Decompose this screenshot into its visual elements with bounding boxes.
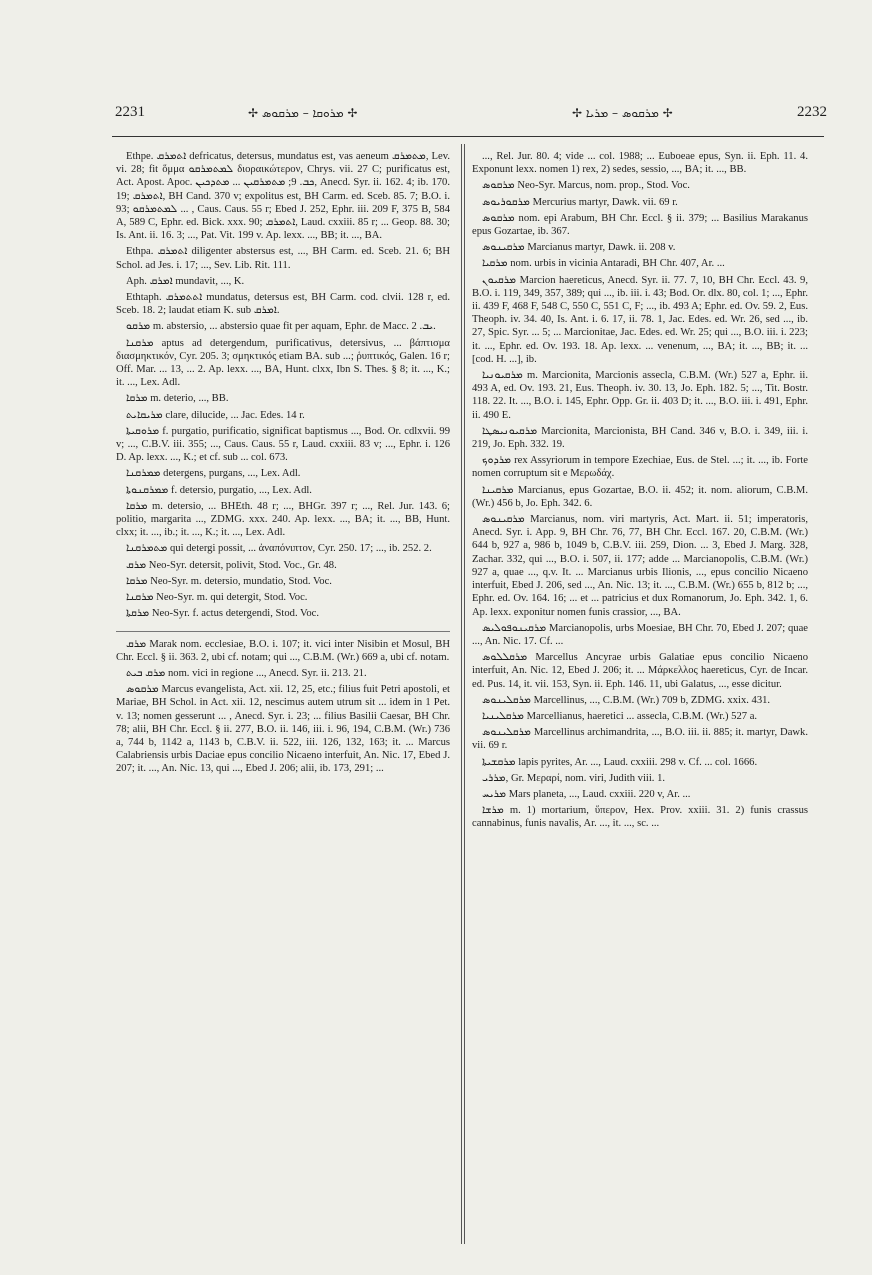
column-divider	[461, 144, 465, 1244]
dictionary-entry: Aph. ܐܡܪܩ mundavit, ..., K.	[126, 275, 245, 287]
dictionary-entry: ܡܪܩܠܝܢܘܣ Marcellinus archimandrita, ..., B.O. iii. ii. 885; it. martyr, Dawk. vii. 69 r.	[472, 727, 808, 752]
dictionary-entry: Ethtaph. ܐܬܬܡܪܩ mundatus, detersus est, BH Carm. cod. clvii. 128 r, ed. Sceb. 18. 2; laudat etiam K. sub ܐܡܪܩ.	[116, 292, 450, 317]
dictionary-entry: ܡܪܩܢܐ aptus ad detergendum, purificativus, detersivus, ... βάπτισμα διασμηκτικόν, Cyr. 205. 3; σμηκτικός etiam BA. sub ...; ῥυπτικός, Galen. 16 r; Off. Mar. ... 13, ... 2. Ap. lexx. ..., BA, Hunt. clxx, Ibn S. Thes. § 8; it. ..., K.; it. ..., Lex. Adl.	[116, 337, 450, 389]
dictionary-entry: ܡܪܩܬܐ Neo-Syr. f. actus detergendi, Stod. Voc.	[126, 608, 319, 620]
right-page-number: 2232	[797, 104, 827, 120]
dictionary-entry: ܡܪܩܘܣ nom. epi Arabum, BH Chr. Eccl. § ii. 379; ... Basilius Marakanus epus Gozartae, ib. 367.	[472, 212, 808, 238]
dictionary-entry: ܡܪܝܩܐܝܬ clare, dilucide, ... Jac. Edes. 14 r.	[126, 409, 305, 421]
header-rule	[112, 136, 824, 137]
left-running-title: ✢ ܡܪܘܩܐ – ܡܪܩܘܣ ✢	[248, 106, 358, 120]
dictionary-entry: ܡܪܩܝܘܢ Marcion haereticus, Anecd. Syr. ii. 77. 7, 10, BH Chr. Eccl. 43. 9, B.O. i. 119, 349, 357, 389; qui ..., ib. iii. i. 43; Bod. Or. dlx. 80, col. 1; ..., Ephr. ii. 439 F, 468 F, 548 C, 550 C, 551 C, F; ..., ib. 493 A; Ephr. ed. Ov. 59. 2, Eus. Theoph. iv. 34. 40, Is. Ant. i. 6. 17, ii. 78. 1, Jac. Edes. ed. Wr. 26, sed ..., ib. 27, Spic. Syr. ... 5; ... Marcionitae, Jac. Edes. ed. Wr. 25; qui ..., B.O. iii. i. 223; it. ..., Ephr. ed. Ov. 193. 18. Ap. lexx. ... venenum, ..., BA; it. ..., BB; it. ... [cod. H. ...], ib.	[472, 274, 808, 365]
dictionary-entry: ܡܪܩܠܝܢܝܐ Marcellianus, haeretici ... assecla, C.B.M. (Wr.) 527 a.	[482, 710, 758, 722]
dictionary-entry: Ethpe. ܐܬܡܪܩ defricatus, detersus, mundatus est, vas aeneum ܡܬܡܪܩ, Lev. vi. 28; fit ὅμμα ܠܡܬܡܪܩܘ διοραικώτερον, Chrys. vii. 27 C; purificatus est, Act. Apost. Apoc. ܟܒ. 9; ܡܬܡܪܩܝܢ ... ܡܬܕܟܝܢ, Anecd. Syr. ii. 162. 4; ib. 170. 19; ܐܬܡܪܩ, BH Cand. 370 v; expolitus est, BH Carm. ed. Sceb. 85. 7; B.O. i. 93; ܠܡܬܡܪܩܘ ... , Caus. Caus. 55 r; Ebed J. 252, Ephr. iii. 209 F, 375 B, 584 A, 589 C, Ephr. ed. Bick. xxx. 90; ܐܬܡܪܩ, Laud. cxxiii. 85 r; ... Geop. 88. 30; Is. Ant. ii. 16. 3; ..., Pat. Vit. 199 v. Ap. lexx. ..., BB; it. ..., BA.	[116, 151, 450, 242]
dictionary-entry: ܡܪܩܝܢܘܣ Marcianus, nom. viri martyris, Act. Mart. ii. 51; imperatoris, Anecd. Syr. i. App. 9, BH Chr. 76, 77, BH Chr. Eccl. 167. 20, C.B.M. (Wr.) 644 b, 927 a, 986 b, 1049 b, C.B.V. iii. 259, Dion. ... 3, Ebed J. Marg. 328, Zachar. 332, qui ..., B.O. i. 507, ii. 177; adde ... Marcianopolis, C.B.M. (Wr.) 927 a, quae ..., q.v. It. ... Marcianus urbis Ilionis, ..., epus concilio Nicaeno interfuit, Ebed J. 206, sed ..., An. Nic. 13; it. ..., C.B.M. (Wr.) 655 b, 812 b; ..., Ephr. ed. Ov. 164. 16; ... et ... patricius et dux Romanorum, Jo. Eph. 342. 1, 6. Ap. lexx. exponitur nomen funis crassior, ..., BA.	[472, 514, 808, 618]
dictionary-entry: ܡܪܩܘܣ Marcus evangelista, Act. xii. 12, 25, etc.; filius fuit Petri apostoli, et Mariae, BH Schol. in Act. xii. 12, nescimus autem utrum sit ... idem in 1 Pet. v. 13; nomen gesserunt ... , Anecd. Syr. i. 23; ... filius Basilii Caesar, BH Chr. 78; alii, BH Chr. Eccl. § ii. 277, B.O. ii. 146, iii. i. 96, 194, C.B.M. (Wr.) 736 a, 744 b, 1142 a, 1143 b, C.B.V. ii. 522, iii. 126, 132, 163; it. ... Marcus Calabriensis urbis Daciae epus concilio Nicaeno interfuit, An. Nic. 17, Ebed J. 207; it. ..., An. Nic. 13, qui ..., Ebed J. 206; alii, ib. 173, 291; ...	[116, 684, 450, 775]
dictionary-entry: ܡܪܩܐ m. deterio, ..., BB.	[126, 393, 229, 405]
dictionary-entry: ܡܪܩܢܐ Neo-Syr. m. qui detergit, Stod. Voc.	[126, 592, 308, 604]
dictionary-entry: ܡܡܪܩܢܘܬܐ f. detersio, purgatio, ..., Lex. Adl.	[126, 484, 312, 496]
dictionary-entry: ܡܪܕܘܟ rex Assyriorum in tempore Ezechiae, Eus. de Stel. ...; it. ..., ib. Forte nomen corruptum sit e Μερωδάχ.	[472, 455, 808, 480]
dictionary-entry: ܡܪܩ ܒܝܬ nom. vici in regione ..., Anecd. Syr. ii. 213. 21.	[126, 667, 367, 679]
dictionary-entry: ܡܪܩܝܢܐ Marcianus, epus Gozartae, B.O. ii. 452; it. nom. aliorum, C.B.M. (Wr.) 456 b, Jo. Eph. 342. 6.	[472, 484, 808, 509]
page-header	[0, 104, 872, 134]
dictionary-entry: ܡܪܩܘܪܝܘܣ Mercurius martyr, Dawk. vii. 69 r.	[482, 196, 678, 208]
right-column	[472, 150, 808, 1259]
dictionary-entry: ܡܪܩܝܐ nom. urbis in vicinia Antaradi, BH Chr. 407, Ar. ...	[482, 258, 725, 270]
dictionary-entry: ܡܪܫܐ m. 1) mortarium, ὕπερον, Hex. Prov. xxiii. 31. 2) funis crassus cannabinus, funis navalis, Ar. ..., it. ..., sc. ...	[472, 805, 808, 830]
dictionary-entry: ܡܪܩܘ m. abstersio, ... abstersio quae fit per aquam, Ephr. de Macc. ܝܒ. 2.	[126, 321, 436, 333]
dictionary-entry: ܡܪܩܠܝܢܘܣ Marcellinus, ..., C.B.M. (Wr.) 709 b, ZDMG. xxix. 431.	[482, 694, 771, 706]
left-page-number: 2231	[115, 104, 145, 120]
dictionary-entry: ܡܪܪܝ, Gr. Μεραρί, nom. viri, Judith viii. 1.	[482, 772, 666, 784]
dictionary-entry: ܡܪܩ Marak nom. ecclesiae, B.O. i. 107; it. vici inter Nisibin et Mosul, BH Chr. Eccl. § ii. 363. 2, ubi cf. notam; qui ..., C.B.M. (Wr.) 669 a, ubi cf. notam.	[116, 631, 450, 664]
dictionary-entry: Ethpa. ܐܬܡܪܩ diligenter abstersus est, ..., BH Carm. ed. Sceb. 21. 6; BH Schol. ad Jes. i. 17; ..., Sev. Lib. Rit. 111.	[116, 246, 450, 271]
left-column	[116, 150, 450, 1259]
dictionary-entry: ܡܪܩܠܠܘܣ Marcellus Ancyrae urbis Galatiae epus concilio Nicaeno interfuit, An. Nic. 12, Ebed J. 206; it. ... Μάρκελλος haereticus, Cyr. de Incar. ed. Pus. 14, it. vii. 153, Syn. ii. Eph. 146. 11, ubi Galatus, ..., esse dicitur.	[472, 652, 808, 690]
dictionary-entry: ܡܪܝܚ Mars planeta, ..., Laud. cxxiii. 220 v, Ar. ...	[482, 788, 691, 800]
dictionary-entry: ܡܡܪܩܢܐ detergens, purgans, ..., Lex. Adl.	[126, 468, 301, 480]
dictionary-entry: ܡܪܩܝܢܘܣ Marcianus martyr, Dawk. ii. 208 v.	[482, 242, 676, 254]
dictionary-entry: ܡܪܩ Neo-Syr. detersit, polivit, Stod. Voc., Gr. 48.	[126, 559, 337, 571]
dictionary-entry: ܡܪܩܐ Neo-Syr. m. detersio, mundatio, Stod. Voc.	[126, 575, 332, 587]
dictionary-entry: ܡܪܩܐ m. detersio, ... BHEth. 48 r; ..., BHGr. 397 r; ..., Rel. Jur. 143. 6; politio, margarita ..., ZDMG. xxx. 240. Ap. lexx. ..., BA; it. ..., BB, Hunt. clxx; it. ..., ib.; it. ..., K.; it. ..., Lex. Adl.	[116, 500, 450, 539]
dictionary-entry: ܡܪܩܝܢܘܦܘܠܝܣ Marcianopolis, urbs Moesiae, BH Chr. 70, Ebed J. 207; quae ..., An. Nic. 17. Cf. ...	[472, 622, 808, 647]
dictionary-entry: ܡܪܩܝܘܢܝܐ m. Marcionita, Marcionis assecla, C.B.M. (Wr.) 527 a, Ephr. ii. 493 A, ed. Ov. 193. 21, Eus. Theoph. iv. 30. 13, Jo. Eph. 182. 5; ..., Tit. Bostr. 118. 22. It. ..., B.O. i. 145, Ephr. Opp. Gr. ii. 403 D; it. ..., B.O. iii. i. 491, Ephr. ii. 490 E.	[472, 370, 808, 421]
dictionary-entry: ܡܪܩܝܘܢܝܣܛܐ Marcionita, Marcionista, BH Cand. 346 v, B.O. i. 349, iii. i. 219, Jo. Eph. 332. 19.	[472, 425, 808, 451]
dictionary-entry: ܡܬܡܪܩܢܐ qui detergi possit, ... ἀναπόνιπτον, Cyr. 250. 17; ..., ib. 252. 2.	[126, 543, 432, 555]
dictionary-entry: ܡܪܩܘܣ Neo-Syr. Marcus, nom. prop., Stod. Voc.	[482, 180, 690, 192]
right-running-title: ✢ ܡܪܩܘܣ – ܡܪܝܐ ✢	[572, 106, 673, 120]
dictionary-entry: ܡܪܩܫܝܬܐ lapis pyrites, Ar. ..., Laud. cxxiii. 298 v. Cf. ... col. 1666.	[482, 756, 758, 768]
dictionary-entry: ܡܪܘܩܝܬܐ f. purgatio, purificatio, significat baptismus ..., Bod. Or. cdlxvii. 99 v; ..., C.B.V. iii. 355; ..., Caus. Caus. 55 r, Laud. cxxiii. 83 v; ..., Ephr. i. 126 D. Ap. lexx. ..., K.; et cf. sub ... col. 673.	[116, 425, 450, 464]
dictionary-entry: ..., Rel. Jur. 80. 4; vide ... col. 1988; ... Euboeae epus, Syn. ii. Eph. 11. 4. Exponunt lexx. nomen 1) rex, 2) sedes, sessio, ..., BA; it. ..., BB.	[472, 151, 808, 176]
